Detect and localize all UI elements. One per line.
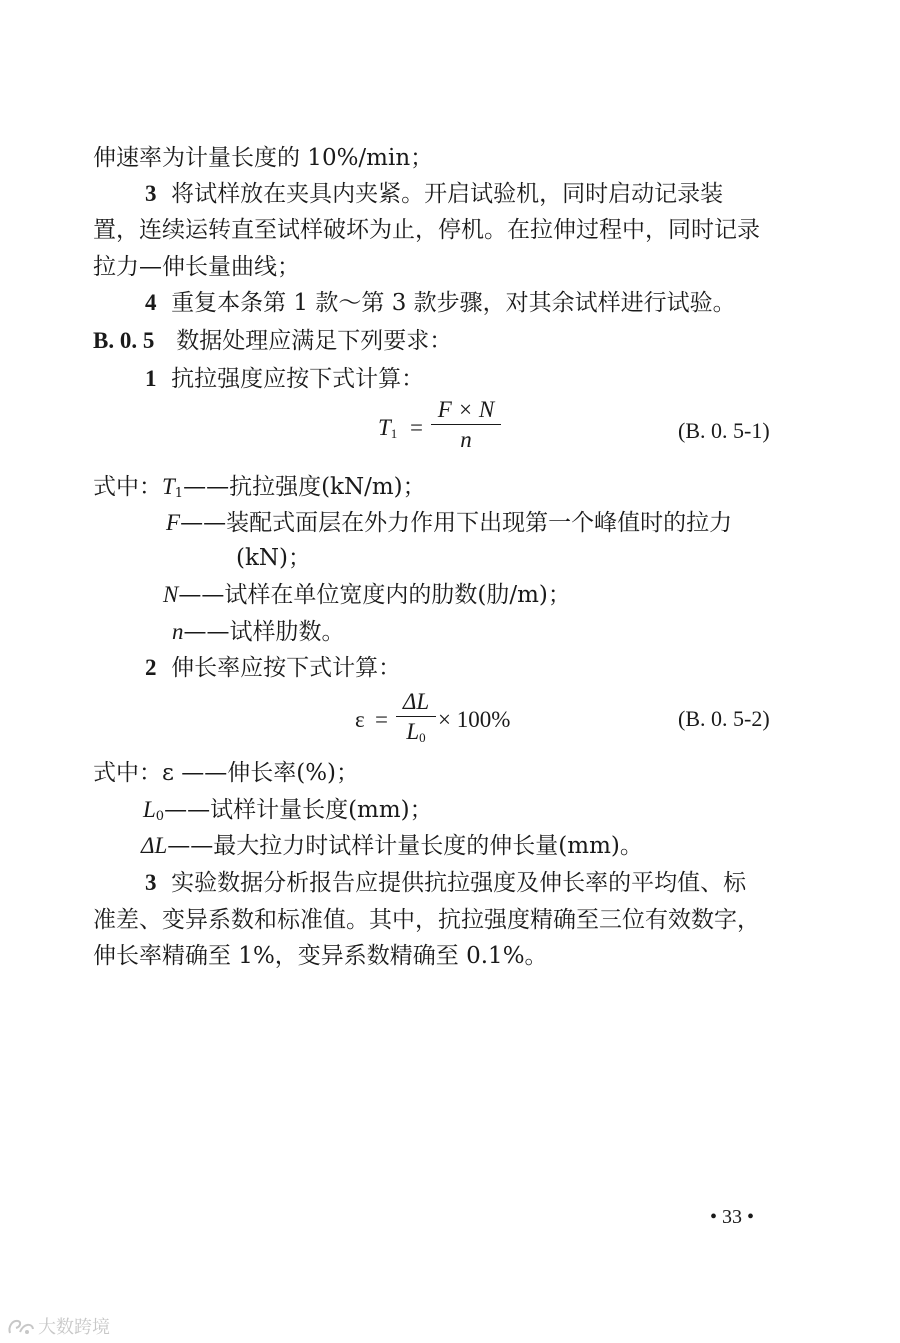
- item-number: 3: [145, 181, 157, 206]
- where-item-n-lower: n——试样肋数。: [172, 619, 345, 645]
- section-number: B. 0. 5: [93, 328, 155, 353]
- item-text: 重复本条第 1 款～第 3 款步骤，对其余试样进行试验。: [171, 290, 736, 316]
- fraction-denominator: n: [460, 427, 472, 452]
- formula-fraction: [396, 689, 436, 746]
- text-line: (kN)；: [236, 545, 312, 571]
- list-item-2: [145, 653, 401, 683]
- list-item-1: [145, 364, 424, 394]
- equation-number: (B. 0. 5-1): [678, 418, 770, 443]
- page-number: • 33 •: [710, 1206, 755, 1228]
- section-title: 数据处理应满足下列要求：: [176, 328, 453, 354]
- item-text: 抗拉强度应按下式计算：: [171, 366, 425, 392]
- formula-lhs: ε: [355, 707, 365, 732]
- formula-equals: =: [375, 707, 388, 732]
- item-text: 实验数据分析报告应提供抗拉强度及伸长率的平均值、标: [171, 870, 747, 896]
- watermark-logo-icon: [6, 1317, 36, 1337]
- text-line: 伸长率精确至 1%，变异系数精确至 0.1%。: [93, 943, 548, 969]
- text-line: 拉力—伸长量曲线；: [93, 254, 300, 280]
- watermark-text: 大数跨境: [38, 1317, 110, 1338]
- where-item-f: F——装配式面层在外力作用下出现第一个峰值时的拉力: [166, 510, 733, 536]
- equation-number: (B. 0. 5-2): [678, 706, 770, 731]
- watermark: [6, 1313, 110, 1339]
- item-text: 伸长率应按下式计算：: [171, 655, 402, 681]
- item-number: 2: [145, 655, 157, 680]
- list-item-4: [145, 288, 736, 318]
- list-item-3b: [145, 868, 746, 898]
- formula-equals: =: [410, 415, 423, 440]
- formula-tail: × 100%: [438, 707, 511, 732]
- formula-lhs: $T_1$: [378, 415, 398, 441]
- text-line: 准差、变异系数和标准值。其中，抗拉强度精确至三位有效数字，: [93, 907, 760, 933]
- where-item-epsilon: 式中：ε ——伸长率(%)；: [93, 760, 360, 786]
- text-line: 伸速率为计量长度的 10%/min；: [93, 145, 434, 171]
- where-item-l0: $L_0——$试样计量长度(mm)；: [143, 797, 433, 824]
- fraction-denominator: $L_0$: [406, 719, 426, 745]
- where-item-delta-l: ΔL——最大拉力时试样计量长度的伸长量(mm)。: [141, 833, 643, 859]
- item-number: 4: [145, 290, 157, 315]
- item-text: 将试样放在夹具内夹紧。开启试验机，同时启动记录装: [171, 181, 724, 207]
- fraction-numerator: F × N: [431, 397, 501, 425]
- list-item-3: [145, 179, 723, 209]
- where-item-t1: 式中：$T_1——$抗拉强度(kN/m)；: [93, 474, 426, 501]
- formula-fraction: [431, 397, 501, 453]
- section-heading: [93, 326, 452, 356]
- text-line: 置，连续运转直至试样破坏为止，停机。在拉伸过程中，同时记录: [93, 217, 760, 243]
- fraction-numerator: ΔL: [396, 689, 436, 717]
- where-item-n: N——试样在单位宽度内的肋数(肋/m)；: [163, 582, 571, 608]
- item-number: 1: [145, 366, 157, 391]
- item-number: 3: [145, 870, 157, 895]
